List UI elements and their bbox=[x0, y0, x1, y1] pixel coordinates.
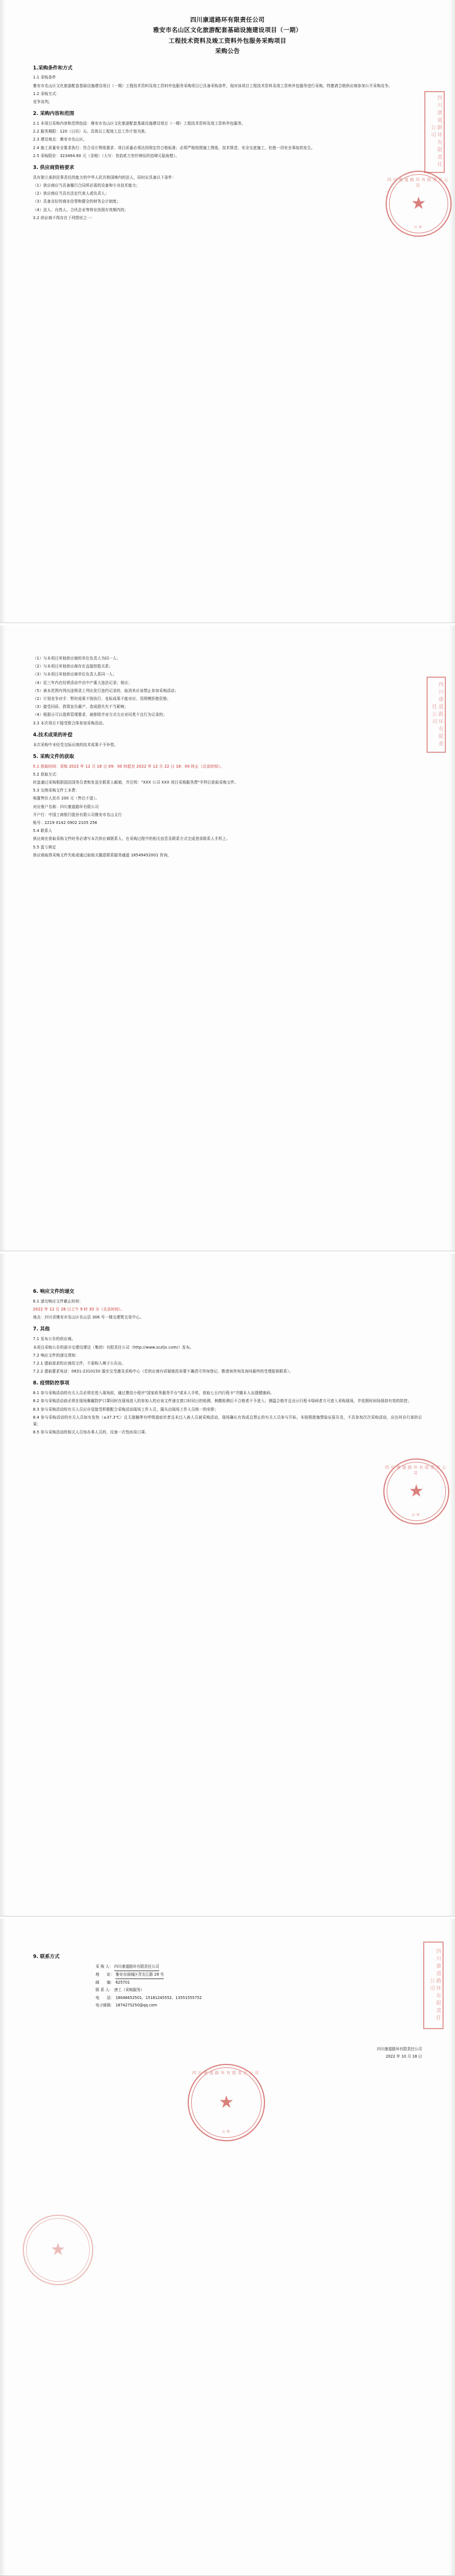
contact-block bbox=[33, 1963, 422, 2009]
contact-label: 采 购 人： bbox=[96, 1964, 113, 1969]
doc-sheet-2 bbox=[0, 625, 455, 1251]
paragraph: 供应商取得采购文件失败或通过取相关随意联系服务通道 18549452001 咨询。 bbox=[33, 852, 172, 858]
star-icon: ★ bbox=[50, 2240, 66, 2260]
signature-company: 四川康道路环有限责任公司 bbox=[377, 2047, 422, 2052]
paragraph: 转盘通过采购根据国法国务员者和发送至联系人邮箱，并注明："XXX 公司 XXX 项目采购服务费"字样后获取采购文件。 bbox=[33, 780, 238, 785]
paragraph: 8.5 参与采购活动的相关人员每办事人员的，设备一次性医用口罩。 bbox=[33, 1430, 149, 1435]
section-heading-2: 2. 采购内容和范围 bbox=[33, 111, 75, 117]
seal-top-text: 四川康道路环有限责任公司 bbox=[387, 178, 450, 188]
doc-sheet-4 bbox=[0, 1919, 455, 2576]
seal-inner-ring bbox=[387, 1462, 446, 1521]
section-heading-4: 4.技术成果的补偿 bbox=[33, 732, 73, 738]
paragraph: （4）根据日可以指挥管理要求，被排除并对方式方应对同类不良行为记录的； bbox=[33, 712, 167, 718]
company-seal-vertical: 四川康道路环有限责任公司 bbox=[423, 1942, 444, 2029]
section-heading-6: 6. 响应文件的递交 bbox=[33, 1289, 75, 1295]
title-line-1: 四川康道路环有限责任公司 bbox=[190, 17, 265, 23]
contact-row bbox=[96, 1994, 422, 2002]
paragraph: 5.4 联系人 bbox=[33, 829, 52, 834]
company-seal-vertical: 四川康道路环有限责任公司 bbox=[424, 91, 445, 173]
paragraph: 对应账户名称：四川康道路环有限公司 bbox=[33, 804, 99, 809]
section-heading-7: 7. 其他 bbox=[33, 1326, 50, 1333]
paragraph: （1）与本项目其他供应商的单位负责人为同一人； bbox=[33, 656, 121, 661]
page-edge-right bbox=[449, 625, 455, 1251]
paragraph: 7.2.1 提取需求的应商用文件，不需购入境子公告出。 bbox=[33, 1361, 126, 1366]
paragraph: 8.4 参与采购活动的有关人员如有发热（≥37.3℃）且无接触等有呼吸道症状者且未过入被人员被采购活动，现场确认有效成且禁止的有关人员参与开标，未按照措施禁验证报告及，不具参加次次采购活动，应由其自行承担后果； bbox=[33, 1415, 422, 1427]
contact-label: 电子邮箱： bbox=[96, 2002, 114, 2008]
paragraph: 7.2.2 提取要求电话：0831-2310150 服至交受激及采购中心（若供应商有质疑就投诉要不确清可咨询登记，敬请询咨询及询问最终的受理报销联系）。 bbox=[33, 1369, 293, 1374]
paragraph: （3）接受同质、搭窝宣告属产、造成损失失不当影响； bbox=[33, 704, 129, 710]
contact-label: 邮 编： bbox=[96, 1980, 114, 1985]
contact-value: 187427S250@qq.com bbox=[115, 2002, 158, 2008]
page-edge-left bbox=[0, 625, 6, 1251]
paragraph: 3.2 供应商不得存在下列情形之一： bbox=[33, 215, 95, 220]
seal-inner-ring bbox=[26, 2218, 90, 2282]
paragraph: （2）计划竞争对手：暂时成果不按执行、竞标成果不能对应、用规模拒绝资格； bbox=[33, 696, 171, 701]
document-title bbox=[33, 15, 422, 57]
page-edge-right bbox=[449, 0, 455, 623]
seal-bottom-text: 公章 bbox=[413, 225, 423, 229]
paragraph: 6.1 递交响应文件截止时间： bbox=[33, 1299, 84, 1304]
paragraph: 7.1 发布公告的供应商。 bbox=[33, 1337, 76, 1342]
section-heading-8: 8. 疫情防控事项 bbox=[33, 1380, 69, 1387]
paragraph: 开户行：中国工商银行股份有限公司雅安市名山支行 bbox=[33, 812, 122, 817]
contact-row bbox=[96, 1986, 422, 1994]
contact-label: 地 址： bbox=[96, 1972, 114, 1977]
paragraph: 1.2 采购方式： bbox=[33, 91, 60, 96]
paragraph-highlight: 5.1 获取时间：采购 2022 年 12 月 18 日 09：00 时起至 2022 年 12 月 22 日 18：00 时止（北京时间）。 bbox=[33, 764, 224, 769]
star-icon: ★ bbox=[408, 1481, 424, 1501]
section-heading-5: 5. 采购文件的获取 bbox=[33, 753, 75, 760]
paragraph: （3）与本项目其他供应商单位负责人系同一人； bbox=[33, 672, 117, 677]
title-line-2: 雅安市名山区文化旅游配套基础设施建设项目（一期） bbox=[153, 27, 302, 34]
paragraph: 5.2 获取方式： bbox=[33, 772, 60, 777]
paragraph: 7.2 响应文件的递交须知： bbox=[33, 1353, 80, 1358]
title-line-3: 工程技术资料及竣工资料外包服务采购项目 bbox=[168, 37, 287, 44]
signature-date: 2022 年 10 月 18 日 bbox=[386, 2054, 422, 2059]
star-icon: ★ bbox=[218, 2092, 234, 2112]
paragraph: 1.1 采购条件 bbox=[33, 75, 56, 80]
paragraph: （4）法人、自然人、合伙企业等营业执照有效期内的； bbox=[33, 207, 129, 212]
paragraph: 8.1 参与采购活动的有关人员必须在进入现场前，通过微信小程序"国家政务服务平台"或本人手机，获取七日内行程卡"并随本人出提健康码。 bbox=[33, 1391, 274, 1396]
seal-bottom-text: 公章 bbox=[411, 1513, 421, 1517]
paragraph: （1）供应商应当具备履行合同所必需的设备和专业技术能力； bbox=[33, 183, 140, 188]
section-heading-9: 9. 联系方式 bbox=[33, 1954, 60, 1960]
section-heading-3: 3. 供应商资格要求 bbox=[33, 164, 75, 171]
signature-block bbox=[33, 2046, 422, 2060]
company-seal-round-faint bbox=[23, 2215, 93, 2285]
contact-label: 联 系 人： bbox=[96, 1988, 113, 1993]
paragraph: 具有独立承担民事责任的能力的中华人民共和国境内的法人，同时应具备以下条件： bbox=[33, 175, 176, 180]
contact-value: 625701 bbox=[115, 1980, 130, 1985]
company-seal-vertical: 四川康道路环有限责任公司 bbox=[427, 677, 446, 753]
company-seal-round bbox=[188, 2064, 265, 2141]
paragraph: 2.1 本项目采购内容和范围包括：雅安市名山区文化旅游配套基础设施建设项目（一期）工程技术资料及竣工资料外包服务。 bbox=[33, 121, 246, 126]
paragraph-highlight: 2022 年 12 月 26 日上午 9 时 30 分（北京时间）。 bbox=[33, 1307, 125, 1312]
paragraph: 地点：四川省雅安市名山区名山县 306 号一楼交建筑交易中心。 bbox=[33, 1315, 144, 1320]
seal-inner-ring bbox=[191, 2067, 262, 2138]
paragraph: 2.2 服务期限：120（日历）天。具体以工程竣工总工作计划为准。 bbox=[33, 129, 149, 134]
paragraph: 账号：2219 0142 0902 2105 256 bbox=[33, 820, 98, 825]
paragraph: 本项目采购公告的部分交建设建设（集团）有限责任公司（http://www.sczljx.com/）发布。 bbox=[33, 1345, 194, 1350]
seal-top-text: 四川康道路环有限责任公司 bbox=[385, 1465, 448, 1475]
paragraph: 购置售价人民币 200 元（售后不退）。 bbox=[33, 796, 100, 801]
contact-row bbox=[96, 1971, 422, 1979]
page-edge-right bbox=[449, 1254, 455, 1916]
contact-value: 唐工（采购服务） bbox=[114, 1988, 144, 1993]
paragraph: 2.4 施工质量安全要求执行：符合设计图纸要求、项目质量必须达到规定符合格标准；必须严格按照施工图纸、技术规范、安全交底施工，杜绝一切安全事故的发生。 bbox=[33, 145, 315, 150]
paragraph: 5.5 盈亏核定 bbox=[33, 844, 56, 850]
paragraph: （5）被本范围内列出违规录上列出发行违约记录的，取消其应该禁止参加采购活动； bbox=[33, 688, 179, 693]
paragraph: （4）近三年内在经营活动中由中产重大违法记录；相应； bbox=[33, 680, 133, 685]
seal-bottom-text: 公章 bbox=[221, 2130, 231, 2134]
contact-row bbox=[96, 1963, 422, 1971]
paragraph: 5.3 交纳采购文件工本费： bbox=[33, 788, 80, 793]
paragraph: 2.3 建设地点：雅安市名山区。 bbox=[33, 137, 87, 142]
paragraph: 竞争谈判。 bbox=[33, 99, 52, 104]
doc-sheet-3 bbox=[0, 1254, 455, 1916]
seal-top-text: 四川康道路环有限责任公司 bbox=[192, 2071, 260, 2075]
paragraph: 8.2 参与采购活动前必须在现场佩戴防护口罩同时在现场进入的参加人的应该文件递交窗口时同日的检测，核酸检测后不合格者不予进入；测温合格并且出示行程卡绿码者方可进入采购现场，并依照时间场保持有效的防控； bbox=[33, 1399, 412, 1404]
paragraph: 本次采购中未经受交际应商的技术成果不予补偿。 bbox=[33, 742, 118, 747]
page-edge-left bbox=[0, 0, 6, 623]
contact-value: 18048452501、15181245552、13551555752 bbox=[115, 1995, 202, 2000]
contact-row bbox=[96, 1979, 422, 1986]
paragraph: （2）与本项目其他供应商存在直接控股关系； bbox=[33, 664, 113, 669]
contact-label: 电 话： bbox=[96, 1995, 114, 2000]
page-edge-left bbox=[0, 1254, 6, 1916]
company-seal-round bbox=[383, 1458, 449, 1524]
paragraph: （3）具备良好的商业信誉和健全的财务会计制度； bbox=[33, 199, 121, 204]
paragraph: 供应商在获取采购文件时务必请写本次供应商联系人、在采购过程中的相关信息及联系方式完成登录联系人手机上。 bbox=[33, 836, 230, 842]
paragraph: 3.3 本次项目不接受联合体参加采购活动。 bbox=[33, 720, 106, 726]
title-line-4: 采购公告 bbox=[215, 48, 240, 55]
contact-value: 四川康道路环有限责任公司 bbox=[114, 1963, 159, 1971]
paragraph: 8.3 参与采购活动的有关人员应自觉接受积极配合采购活动现场工作人员，服从由现场工作人员统一的安排； bbox=[33, 1407, 218, 1412]
paragraph: （2）供应商应当具有法定代表人或负责人； bbox=[33, 191, 109, 196]
star-icon: ★ bbox=[411, 193, 427, 213]
page-edge-left bbox=[0, 1919, 6, 2575]
doc-sheet-1 bbox=[0, 0, 455, 623]
page-edge-right bbox=[449, 1919, 455, 2575]
contact-row bbox=[96, 2002, 422, 2009]
paragraph: 雅安市名山区文化旅游配套基础设施建设项目（一期）工程技术资料及竣工资料外包服务采购项目已具备采购条件，现对该项目工程技术资料及竣工资料外包服务进行采购，特邀请合格供应商参加公开采购竞争。 bbox=[33, 83, 392, 88]
contact-value: 雅安市雨城区青衣江路 29 号 bbox=[115, 1971, 164, 1979]
paragraph: 2.5 采购限价：323494.60 元（含税）（大写：叁拾贰万叁仟肆佰玖拾肆元陆角整）。 bbox=[33, 153, 180, 158]
section-heading-1: 1.采购条件和方式 bbox=[33, 65, 73, 71]
